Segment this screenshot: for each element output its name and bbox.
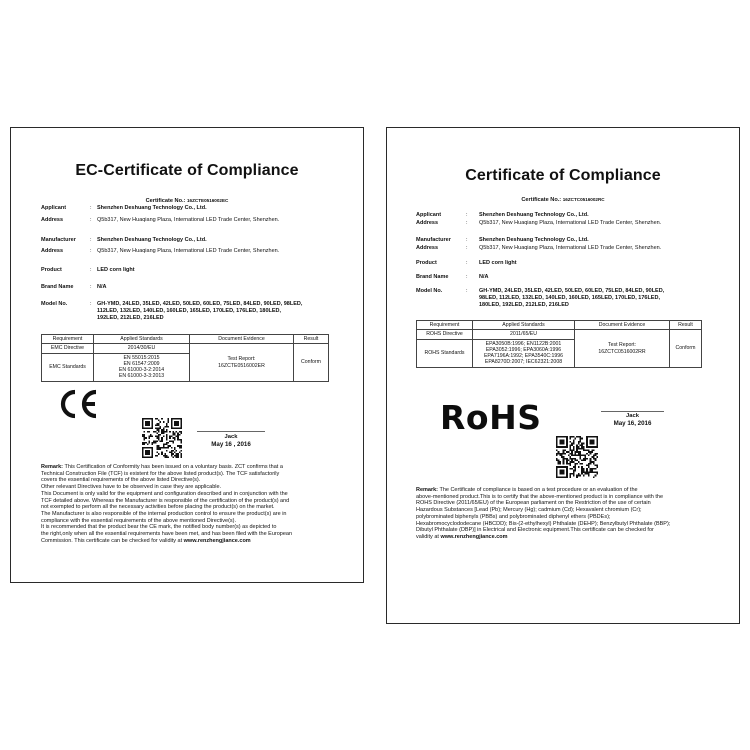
ec-remark-line-7: not exempted to perform all the necessary activities before placing the product(s) on the market. — [41, 504, 275, 511]
ec-certificate-number-label: Certificate No.: — [145, 198, 186, 204]
rohs-document-evidence-cell — [575, 330, 670, 367]
ec-table-header-row — [42, 335, 329, 344]
ec-brand-label: Brand Name — [41, 284, 74, 290]
rohs-model-line-1: GH-YMD, 24LED, 35LED, 42LED, 50LED, 60LED, 75LED, 84LED, 90LED, — [479, 288, 665, 294]
ec-remark-last-line: Commission. This certificate can be checked for validity at — [41, 537, 184, 544]
rohs-remark-line-7: Dibutyl Phthalate (DBP)] in Electrical and Electronic equipment.This certificate can be checked for — [416, 527, 654, 534]
ec-remark-line-5: This Document is only valid for the equipment and configuration described and in conjunction with the — [41, 490, 288, 497]
rohs-applicant-address-value: Q5b317, New Huaqiang Plaza, International LED Trade Center, Shenzhen. — [479, 220, 662, 226]
ec-document-evidence-cell — [190, 344, 294, 381]
ec-applicant-address-value: Q5b317, New Huaqiang Plaza, International LED Trade Center, Shenzhen. — [97, 217, 280, 223]
ec-standard-2: EN 61547:2009 — [123, 360, 160, 367]
ec-report-number: 16ZCTE0516002ER — [218, 362, 265, 369]
rohs-table-row-directive — [417, 330, 702, 339]
rohs-remark-last-line: validity at — [416, 533, 441, 540]
rohs-standards-table — [416, 320, 702, 368]
ec-header-evidence: Document Evidence — [190, 335, 294, 344]
rohs-signature-date: May 16, 2016 — [613, 420, 652, 427]
ec-table-row-directive — [42, 344, 329, 353]
rohs-applicant-address-label: Address — [416, 220, 439, 226]
rohs-certificate-title: Certificate of Compliance — [465, 167, 661, 184]
rohs-model-line-3: 180LED, 192LED, 212LED, 216LED — [479, 302, 569, 308]
rohs-brand-value: N/A — [479, 274, 489, 280]
rohs-product-value: LED corn light — [479, 260, 517, 266]
ec-applicant-address-label: Address — [41, 217, 64, 223]
ec-remark-line-4: Other relevant Directives have to be observed in case they are applicable. — [41, 484, 222, 491]
ec-remark-line-1 — [41, 464, 361, 471]
ec-standard-4: EN 61000-3-3:2013 — [118, 373, 165, 380]
ec-manufacturer-address-value: Q5b317, New Huaqiang Plaza, International LED Trade Center, Shenzhen. — [97, 248, 280, 254]
ec-manufacturer-address-label: Address — [41, 248, 64, 254]
rohs-model-line-2: 98LED, 112LED, 132LED, 140LED, 160LED, 165LED, 170LED, 176LED, — [479, 295, 660, 301]
ec-emc-standards-label: EMC Standards — [42, 353, 94, 381]
ec-header-result: Result — [294, 335, 329, 344]
ec-result-cell: Conform — [294, 344, 329, 381]
ec-model-line-2: 112LED, 132LED, 140LED, 160LED, 165LED, 170LED, 176LED, 180LED, — [97, 308, 282, 314]
rohs-applicant-value: Shenzhen Deshuang Technology Co., Ltd. — [479, 212, 589, 218]
ec-model-row: Model No. : GH-YMD, 24LED, 35LED, 42LED, 50LED, 60LED, 75LED, 84LED, 90LED, 98LED, 112LED, 132LED, 140LED, 160LED, 165LED, 170LED, 176LED, 180LED, 192LED, 212LED, 216LED — [41, 301, 303, 321]
rohs-certificate-number — [387, 197, 739, 203]
ec-signature-name: Jack — [224, 434, 238, 440]
rohs-qr-code-icon — [556, 436, 598, 478]
rohs-certificate-number-value: 16ZCTC0516002RC — [562, 197, 605, 202]
ec-emc-directive-standard: 2014/30/EU — [94, 344, 190, 353]
rohs-header-requirement: Requirement — [417, 321, 473, 330]
ec-standards-table — [41, 334, 329, 382]
ec-remark-line-1-text: This Certification of Conformity has been issued on a voluntary basis. ZCT confirms that a — [64, 464, 283, 470]
ec-emc-directive-label: EMC Directive — [42, 344, 94, 353]
rohs-remark-line-1 — [416, 487, 736, 494]
rohs-directive-label: ROHS Directive — [417, 330, 473, 339]
ce-mark-logo — [56, 389, 102, 419]
ec-model-label: Model No. — [41, 301, 68, 307]
rohs-table-header-row — [417, 321, 702, 330]
rohs-remark-line-5: polybrominated biphenyls (PBBs) and polybrominated diphenyl ethers (PBDEs); — [416, 513, 611, 520]
rohs-remark-first-line: The Certificate of compliance is based on a test procedure or an evaluation of the — [439, 487, 638, 493]
rohs-remark-line-4: Hazardous Substances [Lead (Pb); Mercury (Hg); cadmium (Cd); Hexavalent chromium (Cr); — [416, 507, 642, 514]
rohs-model-label: Model No. — [416, 288, 443, 294]
rohs-remark-line-2: above-mentioned product.This is to certify that the above-mentioned product is in compliance with the — [416, 493, 664, 500]
ec-model-line-3: 192LED, 212LED, 216LED — [97, 315, 164, 321]
ec-model-line-1: GH-YMD, 24LED, 35LED, 42LED, 50LED, 60LED, 75LED, 84LED, 90LED, 98LED, — [97, 301, 303, 307]
ec-applicant-label: Applicant — [41, 205, 67, 211]
ec-remark-line-2: Technical Construction File (TCF) is existent for the above listed product(s). The TCF satisfactorily — [41, 470, 280, 477]
rohs-standard-1: EPA3050B:1996; EN1122B:2001 — [485, 340, 562, 347]
rohs-standard-3: EPA7196A:1992; EPA3540C:1996 — [483, 353, 564, 360]
ec-qr-code-icon — [142, 418, 182, 458]
rohs-manufacturer-value: Shenzhen Deshuang Technology Co., Ltd. — [479, 237, 589, 243]
ec-certificate-number-value: 16ZCTE0516002EC — [186, 198, 229, 203]
ec-emc-standards-list — [94, 353, 190, 381]
rohs-header-result: Result — [670, 321, 702, 330]
ec-certificate: EC-Certificate of Compliance Certificate No.: 16ZCTE0516002EC Applicant : Shenzhen Deshuang Technology Co., Ltd. Address : Q5b317, New Huaqiang Plaza, International LED Trade Center, Shenzhen. Manufacturer : Shenzhen Deshuang Technology Co., Ltd. Address : Q5b317, New Huaqiang Plaza, International LED Trade Center, Shenzhen. Product : LED corn light Brand Name : N/A Model No. : GH-YMD, 24LED, 35LED, 42LED, 50LED, 60LED, 75LED, 84LED, 90LED, 98LED, 112LED, 132LED, 140LED, 160LED, 165LED, 170LED, 176LED, 180LED, 192LED, 212LED, 216LED Requirement Applied Standards Document Evidence Result EMC Directive 2014/30/EU Test Report: 16ZCTE0516002ER Conform EMC Standards EN 55015:2015 EN 61547:2009 EN 61000-3-2:2014 EN 61000-3-3:2013 Jack May 16 , 2016 Remark: This Certification of Conformity has been issued on a voluntary basis. ZCT confirms that a Technical Construction File (TCF) is existent for the above listed product(s). The TCF satisfactorily covers the essential requirements of the above listed Directive(s). Other relevant Directives have to be observed in case they are applicable. This Document is only valid for the equipment and configuration described and in conjunction with the TCF detailed above. Whereas the Manufacturer is responsible of the certification of the product(s) and not exempted to perform all the necessary activities before placing the product(s) on the market. The Manufacturer is also responsible of the internal production control to ensure the product(s) are in compliance with the essential requirements of the above mentioned Directive(s). It is recommended that the product bear the CE mark, the notified body number(s) as depicted to the right,only when all the essential requirements have been met, and has been filed with the European Commission. This certificate can be checked for validity at www.renzhengjiance.com — [10, 127, 364, 583]
ec-manufacturer-label: Manufacturer — [41, 237, 76, 243]
ec-manufacturer-value: Shenzhen Deshuang Technology Co., Ltd. — [97, 237, 207, 243]
ec-certificate-number — [11, 198, 363, 204]
ec-signature-line — [197, 431, 265, 432]
rohs-remark-line-6: Hexabromocyclododecane (HBCDD); Bis-(2-ethylhexyl) Phthalate (DEHP); Benzylbutyl Phthalate (BBP); — [416, 520, 671, 527]
rohs-certificate: Certificate of Compliance Certificate No.: 16ZCTC0516002RC Applicant : Shenzhen Deshuang Technology Co., Ltd. Address : Q5b317, New Huaqiang Plaza, International LED Trade Center, Shenzhen. Manufacturer : Shenzhen Deshuang Technology Co., Ltd. Address : Q5b317, New Huaqiang Plaza, International LED Trade Center, Shenzhen. Product : LED corn light Brand Name : N/A Model No. : GH-YMD, 24LED, 35LED, 42LED, 50LED, 60LED, 75LED, 84LED, 90LED, 98LED, 112LED, 132LED, 140LED, 160LED, 165LED, 170LED, 176LED, 180LED, 192LED, 212LED, 216LED Requirement Applied Standards Document Evidence Result ROHS Directive 2011/65/EU Test Report: 16ZCTC0516002RR Conform ROHS Standards EPA3050B:1996; EN1122B:2001 EPA3052:1996; EPA3060A:1996 EPA7196A:1992; EPA3540C:1996 EPA8270D:2007; IEC62321:2008 RoHS Jack May 16, 2016 Remark: The Certificate of compliance is based on a test procedure or an evaluation of the above-mentioned product.This is to certify that the above-mentioned product is in compliance with the ROHS Directive (2011/65/EU) of the European parliament on the Restriction of the use of certain Hazardous Substances [Lead (Pb); Mercury (Hg); cadmium (Cd); Hexavalent chromium (Cr); polybrominated biphenyls (PBBs) and polybrominated diphenyl ethers (PBDEs); Hexabromocyclododecane (HBCDD); Bis-(2-ethylhexyl) Phthalate (DEHP); Benzylbutyl Phthalate (BBP); Dibutyl Phthalate (DBP)] in Electrical and Electronic equipment.This certificate can be checked for validity at www.renzhengjiance.com — [386, 127, 740, 624]
ec-applicant-value: Shenzhen Deshuang Technology Co., Ltd. — [97, 205, 207, 211]
rohs-standard-2: EPA3052:1996; EPA3060A:1996 — [485, 346, 562, 353]
ec-remark-label: Remark: — [41, 464, 64, 470]
ec-remark-line-10: It is recommended that the product bear the CE mark, the notified body number(s) as depicted to — [41, 524, 277, 531]
rohs-website-link[interactable]: www.renzhengjiance.com — [440, 533, 508, 540]
ec-remark-line-12 — [41, 538, 361, 545]
rohs-standards-label: ROHS Standards — [417, 339, 473, 367]
rohs-report-number: 16ZCTC0516002RR — [598, 348, 646, 355]
rohs-report-label: Test Report: — [608, 342, 636, 349]
rohs-header-standards: Applied Standards — [473, 321, 575, 330]
ec-remark-line-9: compliance with the essential requirements of the above mentioned Directive(s). — [41, 517, 237, 524]
rohs-signature-line — [601, 411, 664, 412]
rohs-directive-standard: 2011/65/EU — [473, 330, 575, 339]
ec-signature-date: May 16 , 2016 — [211, 441, 251, 448]
rohs-logo: RoHS — [440, 398, 542, 437]
rohs-manufacturer-address-label: Address — [416, 245, 439, 251]
ec-remark-line-8: The Manufacturer is also responsible of the internal production control to ensure the product(s) are in — [41, 510, 287, 517]
ec-brand-value: N/A — [97, 284, 107, 290]
ec-remark-line-6: TCF detailed above. Whereas the Manufacturer is responsible of the certification of the product(s) and — [41, 497, 290, 504]
rohs-remark — [416, 487, 736, 541]
ec-website-link[interactable]: www.renzhengjiance.com — [183, 537, 251, 544]
ec-remark-line-3: covers the essential requirements of the above listed Directive(s). — [41, 477, 201, 484]
rohs-signature-name: Jack — [626, 413, 639, 419]
ec-standard-3: EN 61000-3-2:2014 — [118, 367, 165, 374]
rohs-manufacturer-label: Manufacturer — [416, 237, 451, 243]
ec-product-value: LED corn light — [97, 267, 135, 273]
rohs-brand-label: Brand Name — [416, 274, 449, 280]
rohs-standards-list — [473, 339, 575, 367]
ec-remark — [41, 464, 361, 544]
ec-remark-line-11: the right,only when all the essential requirements have been met, and has been filed with the European — [41, 531, 293, 538]
rohs-standard-4: EPA8270D:2007; IEC62321:2008 — [484, 359, 563, 366]
ec-header-requirement: Requirement — [42, 335, 94, 344]
ec-standard-1: EN 55015:2015 — [123, 354, 160, 361]
rohs-remark-label: Remark: — [416, 487, 439, 493]
rohs-manufacturer-address-value: Q5b317, New Huaqiang Plaza, International LED Trade Center, Shenzhen. — [479, 245, 662, 251]
rohs-product-label: Product — [416, 260, 437, 266]
rohs-result-cell: Conform — [670, 330, 702, 367]
rohs-remark-line-3: ROHS Directive (2011/65/EU) of the European parliament on the Restriction of the use of certain — [416, 500, 651, 507]
ec-certificate-title: EC-Certificate of Compliance — [75, 162, 299, 179]
ec-report-label: Test Report: — [227, 356, 256, 363]
rohs-header-evidence: Document Evidence — [575, 321, 670, 330]
ec-header-standards: Applied Standards — [94, 335, 190, 344]
rohs-model-row: Model No. : GH-YMD, 24LED, 35LED, 42LED, 50LED, 60LED, 75LED, 84LED, 90LED, 98LED, 112LED, 132LED, 140LED, 160LED, 165LED, 170LED, 176LED, 180LED, 192LED, 212LED, 216LED — [416, 288, 665, 308]
rohs-certificate-number-label: Certificate No.: — [521, 197, 562, 203]
ec-product-label: Product — [41, 267, 62, 273]
rohs-applicant-label: Applicant — [416, 212, 442, 218]
rohs-remark-line-8 — [416, 534, 736, 541]
